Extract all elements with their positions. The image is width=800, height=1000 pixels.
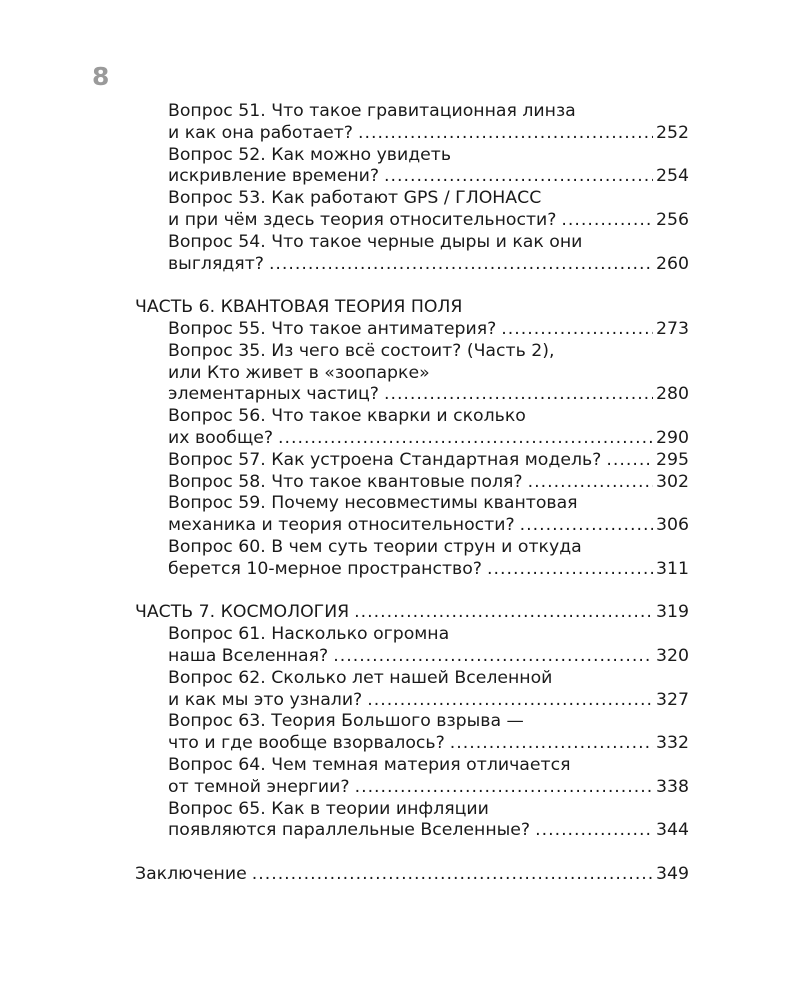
toc-entry-line: Вопрос 59. Почему несовместимы квантовая (168, 493, 578, 514)
dot-leader (252, 864, 653, 886)
toc-entry-text: выглядят? (168, 253, 264, 274)
toc-entry-page: 280 (656, 384, 689, 405)
toc-entry-lastline (168, 646, 689, 668)
part-7-page: 319 (656, 602, 689, 623)
toc-entry-page: 327 (656, 689, 689, 710)
toc-entry-page: 254 (656, 166, 689, 187)
dot-leader (606, 450, 653, 472)
part-7-heading (135, 602, 689, 624)
dot-leader (384, 166, 653, 188)
toc-entry-page: 306 (656, 515, 689, 536)
toc-entry-page: 290 (656, 427, 689, 448)
toc-entry-line: Вопрос 61. Насколько огромна (168, 624, 450, 645)
part-6-entries (135, 319, 689, 581)
part-7-title: ЧАСТЬ 7. КОСМОЛОГИЯ (135, 602, 350, 623)
dot-leader (355, 777, 653, 799)
toc-part-6 (135, 297, 689, 580)
dot-leader (367, 690, 653, 712)
toc-entry-line: или Кто живет в «зоопарке» (168, 362, 430, 383)
toc-entry-lastline (168, 820, 689, 842)
toc-entry-text: что и где вообще взорвалось? (168, 733, 445, 754)
toc-entry-lastline (168, 450, 689, 472)
conclusion-page: 349 (656, 863, 689, 884)
conclusion-title: Заключение (135, 863, 247, 884)
toc-entry-text: берется 10-мерное пространство? (168, 558, 482, 579)
toc-entry-text: элементарных частиц? (168, 384, 379, 405)
toc-entry-page: 273 (656, 318, 689, 339)
part-6-title: ЧАСТЬ 6. КВАНТОВАЯ ТЕОРИЯ ПОЛЯ (135, 297, 463, 318)
toc-part-7 (135, 602, 689, 842)
toc-entry-lastline (168, 254, 689, 276)
toc-entry-lastline (168, 428, 689, 450)
toc-entry-line: Вопрос 53. Как работают GPS / ГЛОНАСС (168, 188, 542, 209)
toc-entry-text: наша Вселенная? (168, 645, 329, 666)
toc-entry (135, 450, 689, 472)
toc-entry-line: Вопрос 51. Что такое гравитационная линза (168, 101, 576, 121)
toc-entry-page: 295 (656, 449, 689, 470)
dot-leader (354, 602, 653, 624)
toc-entry (135, 799, 689, 843)
toc-entry-lastline (168, 515, 689, 537)
toc-entry-page: 252 (656, 122, 689, 143)
toc-entry-text: Вопрос 55. Что такое антиматерия? (168, 318, 497, 339)
dot-leader (358, 123, 653, 145)
toc-entry-lastline (168, 210, 689, 232)
toc-entry (135, 472, 689, 494)
toc-entry-page: 311 (656, 558, 689, 579)
table-of-contents (135, 101, 689, 886)
toc-entry-text: и как мы это узнали? (168, 689, 363, 710)
toc-entry (135, 319, 689, 341)
dot-leader (501, 319, 653, 341)
toc-entry-lastline (168, 319, 689, 341)
toc-entry-text: от темной энергии? (168, 776, 350, 797)
dot-leader (528, 472, 653, 494)
toc-entry-lastline (168, 472, 689, 494)
toc-entry-lastline (168, 777, 689, 799)
toc-entry-lastline (168, 559, 689, 581)
toc-entry (135, 711, 689, 755)
toc-entry-text: Вопрос 57. Как устроена Стандартная модель? (168, 449, 602, 470)
dot-leader (384, 384, 653, 406)
toc-entry-line: Вопрос 65. Как в теории инфляции (168, 798, 489, 819)
toc-entry (135, 101, 689, 145)
toc-entry-text: и при чём здесь теория относительности? (168, 209, 557, 230)
toc-entry-line: Вопрос 64. Чем темная материя отличается (168, 754, 571, 775)
toc-entry (135, 624, 689, 668)
toc-entry-page: 302 (656, 471, 689, 492)
toc-entry (135, 755, 689, 799)
toc-entry (135, 188, 689, 232)
toc-entry-text: Вопрос 58. Что такое квантовые поля? (168, 471, 523, 492)
toc-entry (135, 341, 689, 406)
toc-entry-text: появляются параллельные Вселенные? (168, 820, 531, 841)
dot-leader (561, 210, 653, 232)
dot-leader (450, 733, 653, 755)
toc-entry-page: 256 (656, 209, 689, 230)
toc-section-continuation (135, 101, 689, 275)
toc-entry-text: и как она работает? (168, 122, 353, 143)
toc-entry-line: Вопрос 62. Сколько лет нашей Вселенной (168, 667, 553, 688)
toc-entry-text: механика и теория относительности? (168, 515, 515, 536)
toc-entry-line: Вопрос 35. Из чего всё состоит? (Часть 2), (168, 340, 555, 361)
dot-leader (535, 820, 653, 842)
toc-entry-lastline (168, 123, 689, 145)
toc-entry-line: Вопрос 63. Теория Большого взрыва — (168, 711, 524, 732)
toc-entry-page: 332 (656, 733, 689, 754)
toc-entry-lastline (168, 690, 689, 712)
dot-leader (333, 646, 653, 668)
toc-entry-page: 320 (656, 645, 689, 666)
toc-entry (135, 668, 689, 712)
toc-entry (135, 406, 689, 450)
page-number: 8 (92, 62, 110, 91)
toc-entry (135, 493, 689, 537)
toc-entry-lastline (168, 166, 689, 188)
toc-entry-lastline (168, 384, 689, 406)
toc-conclusion (135, 864, 689, 886)
toc-entry-text: искривление времени? (168, 166, 380, 187)
toc-entry-page: 338 (656, 776, 689, 797)
toc-entry (135, 145, 689, 189)
toc-entry-line: Вопрос 54. Что такое черные дыры и как они (168, 231, 583, 252)
toc-entry-line: Вопрос 60. В чем суть теории струн и откуда (168, 536, 582, 557)
part-7-entries (135, 624, 689, 842)
dot-leader (269, 254, 653, 276)
toc-entry-page: 344 (656, 820, 689, 841)
toc-entry-lastline (168, 733, 689, 755)
dot-leader (487, 559, 653, 581)
toc-entry (135, 537, 689, 581)
toc-entry (135, 232, 689, 276)
toc-entry-line: Вопрос 52. Как можно увидеть (168, 144, 452, 165)
dot-leader (520, 515, 653, 537)
toc-entry-line: Вопрос 56. Что такое кварки и сколько (168, 406, 526, 427)
dot-leader (278, 428, 653, 450)
toc-entry-page: 260 (656, 253, 689, 274)
toc-entry-text: их вообще? (168, 427, 274, 448)
